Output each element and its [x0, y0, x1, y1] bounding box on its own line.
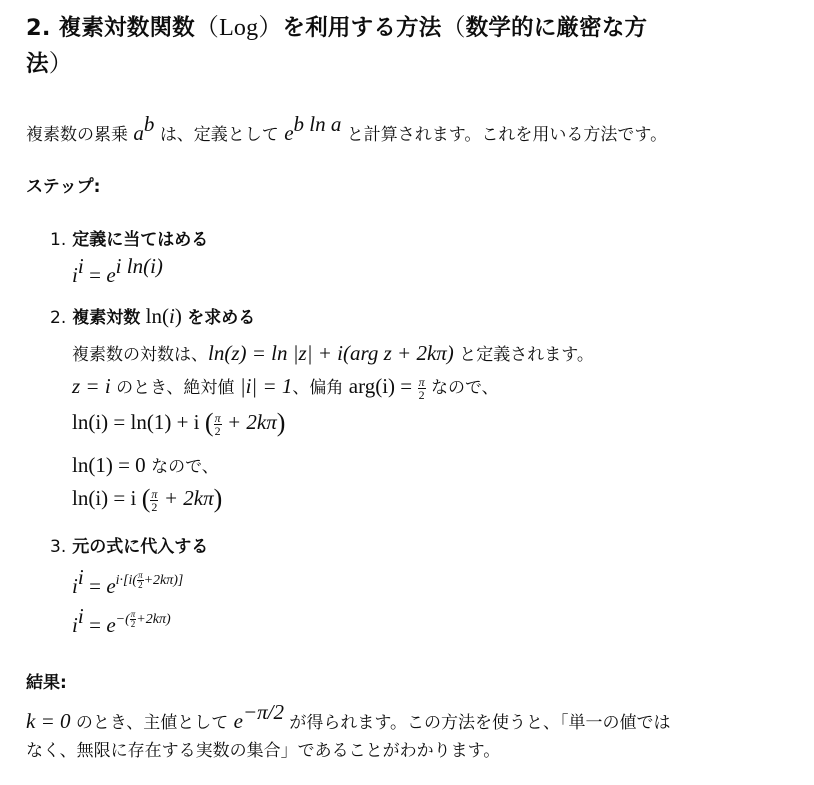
- result-label: 結果:: [26, 673, 67, 693]
- step-2-line-5: ln(i) = i ( $\frac{\pi}{2}$ + 2kπ): [72, 484, 223, 514]
- pi-over-2-fraction: $\frac{\pi}{2}$: [418, 374, 425, 402]
- step-1-formula: ii = ei ln(i): [72, 254, 163, 287]
- section-heading: 2. 複素対数関数（Log）を利用する方法（数学的に厳密な方 法）: [26, 15, 648, 77]
- result-line-1: k = 0 のとき、主値として e−π/2 が得られます。この方法を使うと、「単一の値では: [26, 700, 671, 733]
- step-2-line-2: z = i のとき、絶対値 |i| = 1、偏角 arg(i) = $\frac{\pi}{2}$ なので、: [72, 374, 499, 402]
- step-2-line-3: ln(i) = ln(1) + i ( $\frac{\pi}{2}$ + 2kπ): [72, 408, 286, 438]
- step-2-title: 2. 複素対数 ln(i) を求める: [50, 304, 256, 328]
- step-3-formula-2: ii = $e^{-( \frac{\pi}{2} +2k\pi)}$: [72, 604, 171, 637]
- steps-label: ステップ:: [26, 177, 101, 197]
- intro-paragraph: 複素数の累乗 ab は、定義として eb ln a と計算されます。これを用いる方法です。: [26, 112, 668, 145]
- step-3-formula-1: ii = $e^{i\cdot[i( \frac{\pi}{2} +2k\pi)]}$: [72, 565, 184, 598]
- result-line-2: なく、無限に存在する実数の集合」であることがわかります。: [26, 741, 501, 761]
- step-3-title: 3. 元の式に代入する: [50, 537, 209, 557]
- step-2-line-1: 複素数の対数は、ln(z) = ln |z| + i(arg z + 2kπ) と定義されます。: [72, 341, 594, 365]
- step-2-line-4: ln(1) = 0 なので、: [72, 453, 219, 477]
- step-1-title: 1. 定義に当てはめる: [50, 230, 209, 250]
